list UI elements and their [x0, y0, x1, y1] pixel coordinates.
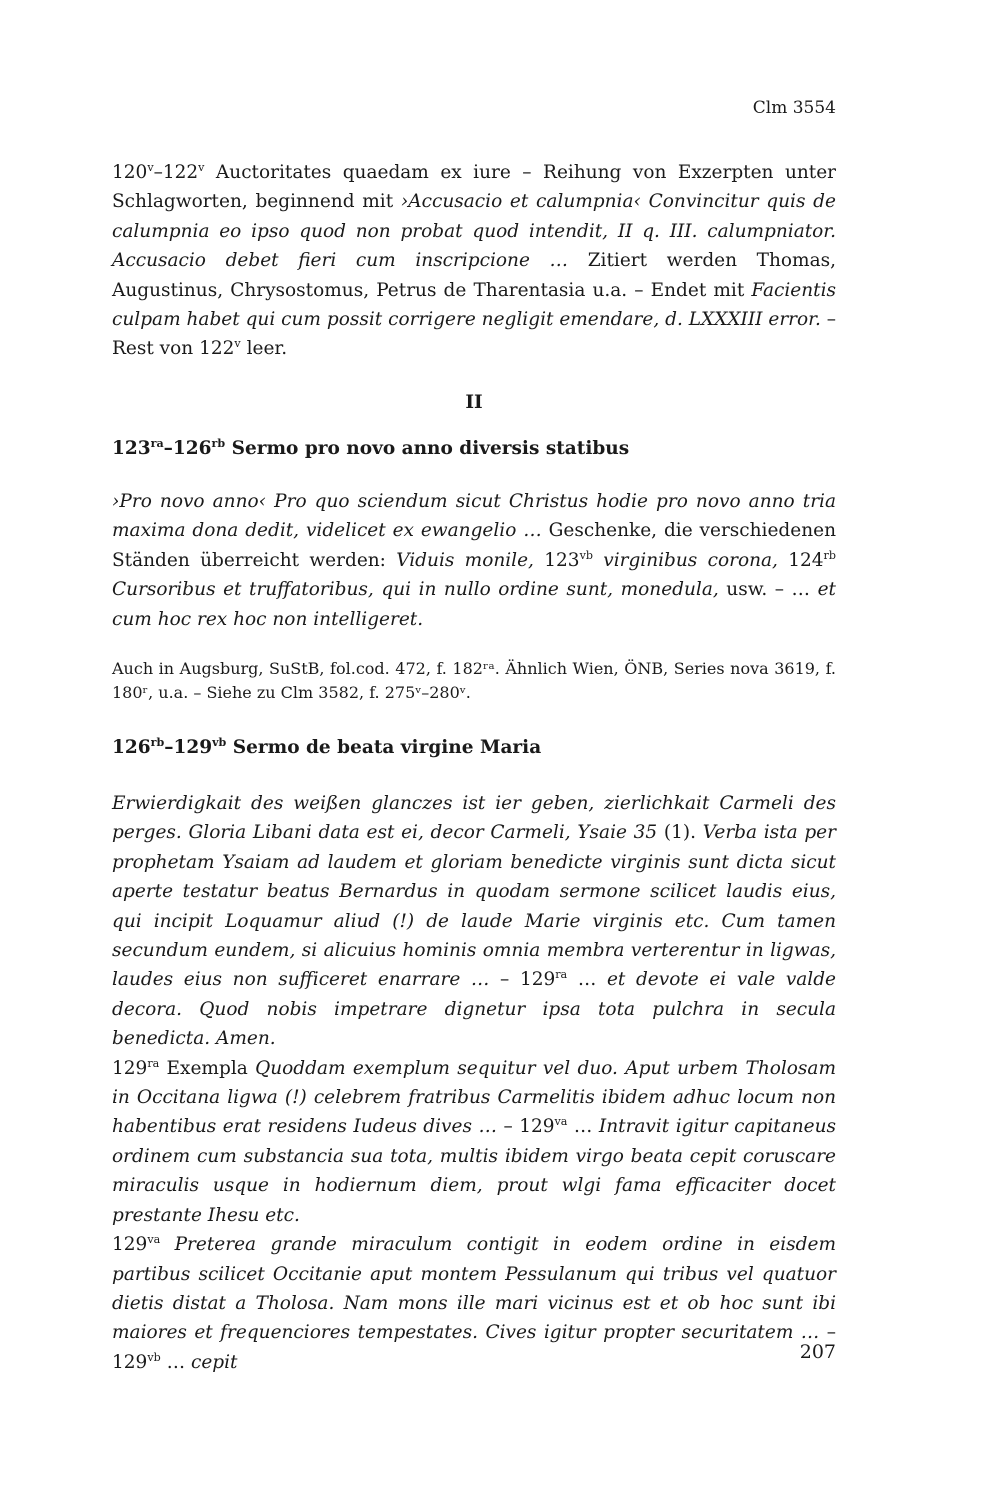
- entry-description: Zitiert werden Thomas, Augustinus, Chrysostomus, Petrus de Tharentasia u.a. – Endet mit: [112, 250, 836, 301]
- folio-ref: $129^{va}$: [519, 1115, 568, 1138]
- quote-text: Verba ista per prophetam Ysaiam ad laudem et gloriam benedicte virginis sunt dicta sicut aperte testatur beatus Bernardus in quodam sermone scilicet laudis eius, qui incipit Loquamur aliud (!) de laude Marie virginis etc. Cum tamen secundum eundem, si alicuius hominis omnia membra verterentur in ligwas, laudes eius non sufficeret enarrare …: [112, 822, 836, 991]
- explicit-text: et cum hoc rex hoc non intelligeret.: [112, 579, 836, 630]
- description-text: Geschenke, die verschiedenen Ständen überreicht werden:: [112, 520, 836, 571]
- explicit-text: Facientis culpam habet qui cum possit corrigere negligit emendare, d. LXXXIII error.: [112, 279, 836, 331]
- section-marker: II: [465, 392, 483, 413]
- quote-text: Preterea grande miraculum contigit in eodem ordine in eisdem partibus scilicet Occitanie aput montem Pessulanum qui tribus vel quatuor dietis distat a Tholosa. Nam mons ille mari vicinus est et ob hoc sunt ibi maiores et frequenciores tempestates. Cives igitur propter securitatem …: [112, 1234, 836, 1344]
- quote-text: Viduis monile,: [396, 549, 534, 571]
- incipit-text: ›Accusacio et calumpnia‹ Convincitur quis de calumpnia eo ipso quod non probat quod intendit, II q. III. calumpniator. Accusacio debet fieri cum inscripcione …: [112, 191, 836, 272]
- quote-text: Cursoribus et truffatoribus, qui in nullo ordine sunt, monedula,: [112, 579, 719, 601]
- page-number: 207: [799, 1341, 836, 1363]
- paragraph: [112, 1054, 836, 1230]
- section-title: Sermo pro novo anno diversis statibus: [231, 438, 630, 459]
- quote-text: Quoddam exemplum sequitur vel duo. Aput urbem Tholosam in Occitana ligwa (!) celebrem fratribus Carmelitis ibidem adhuc locum non habentibus erat residens Iudeus dives …: [112, 1057, 836, 1138]
- sermo-note: Auch in Augsburg, SuStB, fol.cod. 472, f. 182ʳᵃ. Ähnlich Wien, ÖNB, Series nova 3619, f. 180ʳ, u.a. – Siehe zu Clm 3582, f. 275ᵛ–280ᵛ.: [112, 659, 836, 702]
- entry-auctoritates: [112, 158, 836, 364]
- entry-description: leer.: [246, 338, 288, 360]
- heading-sermo-maria: [112, 737, 836, 758]
- folio-range: $123^{ra}-126^{rb}$: [112, 436, 226, 459]
- explicit-text: et devote ei vale valde decora. Quod nobis impetrare dignetur ipsa tota pulchra in secula benedicta. Amen.: [112, 969, 837, 1050]
- folio-ref: 122$^v$: [199, 337, 241, 360]
- folio-ref: $123^{vb}$: [544, 548, 593, 571]
- entry-title: Auctoritates quaedam ex iure: [215, 162, 511, 183]
- folio-ref: $129^{ra}$: [112, 1056, 160, 1079]
- incipit-text: ›Pro novo anno‹ Pro quo sciendum sicut Christus hodie pro novo anno tria maxima dona dedit, videlicet ex ewangelio …: [112, 491, 836, 542]
- ellipsis: …: [573, 1116, 593, 1138]
- dash: –: [500, 969, 510, 991]
- entry-description: – Rest von: [112, 309, 836, 360]
- sermo-maria-text: [112, 789, 836, 1377]
- folio-ref: $129^{va}$: [112, 1232, 161, 1256]
- folio-ref: $129^{ra}$: [519, 968, 568, 991]
- footnote-ref: (1).: [663, 822, 696, 844]
- ellipsis: …: [166, 1351, 186, 1373]
- heading-sermo-novo-anno: [112, 438, 836, 459]
- ellipsis: …: [577, 969, 597, 991]
- folio-range: 120$^v$–122$^v$: [112, 160, 205, 183]
- running-head-shelfmark: Clm 3554: [752, 98, 836, 118]
- sermo-novo-anno-text: [112, 487, 836, 634]
- description-text: usw. – …: [726, 579, 811, 601]
- paragraph: [112, 1230, 836, 1377]
- paragraph: [112, 789, 836, 1054]
- description-text: Exempla: [166, 1057, 248, 1079]
- quote-text: Intravit igitur capitaneus ordinem cum substancia sua tota, multis ibidem virgo beata cepit coruscare miraculis usque in hodiernum diem, prout wlgi fama efficaciter docet prestante Ihesu etc.: [112, 1116, 836, 1226]
- quote-text: Erwierdigkait des weißen glanczes ist ier geben, zierlichkait Carmeli des perges. Gloria Libani data est ei, decor Carmeli, Ysaie 35: [112, 793, 836, 844]
- folio-ref: $124^{rb}$: [788, 548, 836, 571]
- folio-range: $126^{rb}-129^{vb}$: [112, 735, 227, 758]
- quote-text: cepit: [190, 1351, 238, 1373]
- quote-text: virginibus corona,: [603, 549, 778, 571]
- dash: –: [503, 1116, 513, 1138]
- dash: –: [826, 1322, 837, 1344]
- entry-description: – Reihung von Exzerpten unter Schlagworten, beginnend mit: [112, 162, 836, 213]
- folio-ref: $129^{vb}$: [112, 1350, 161, 1373]
- section-title: Sermo de beata virgine Maria: [232, 737, 542, 758]
